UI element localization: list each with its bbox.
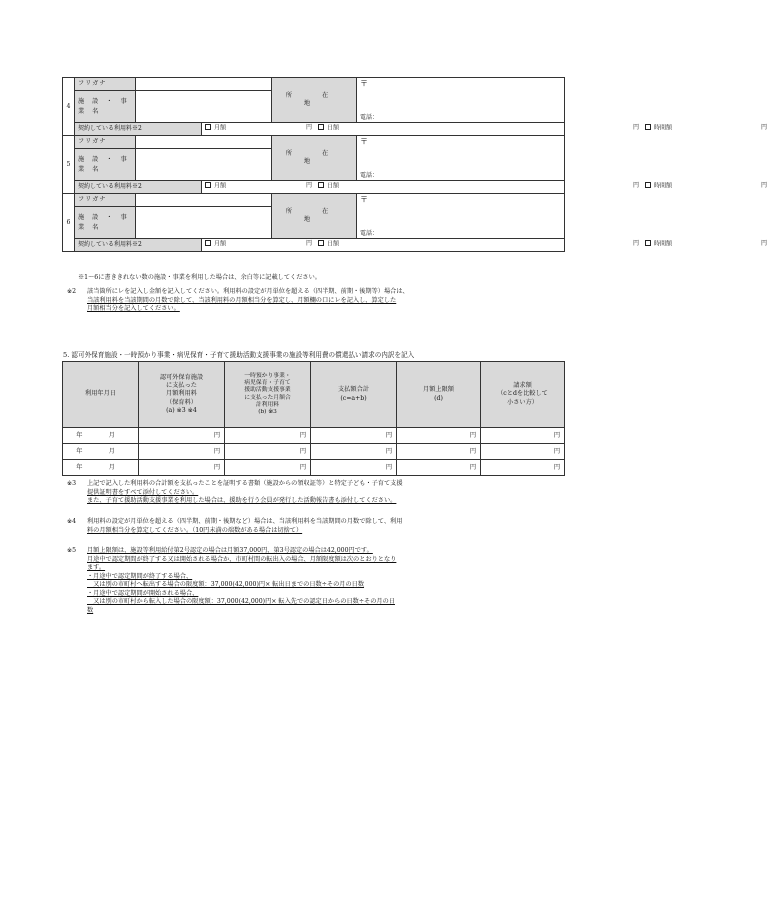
yen-label: 円: [761, 124, 767, 131]
contract-fee-label: 契約している利用料※2: [75, 239, 202, 252]
yen-label: 円: [761, 182, 767, 189]
monthly-checkbox[interactable]: [205, 240, 211, 246]
facility-row: [63, 78, 565, 91]
yen-label: 円: [306, 182, 313, 189]
furigana-field[interactable]: [136, 136, 272, 149]
facility-table: [62, 77, 767, 252]
furigana-label: フリガナ: [75, 78, 136, 91]
header-monthly-limit: 月額上限額 (d): [397, 362, 481, 428]
footnote-line: また、子育て援助活動支援事業を利用した場合は、援助を行う会員が発行した活動報告書も添付してください。: [87, 497, 397, 505]
hourly-label: 時間額: [654, 182, 673, 190]
yen-label: 円: [761, 240, 767, 247]
row-number: 5: [63, 136, 75, 194]
facility-name-label: 施 設 ・ 事 業 名: [75, 149, 136, 181]
footnote-line: 月途中で認定期間が終了する又は開始される場合か、市町村間の転出入の場合、月額限度額は次のとおりとなり: [87, 555, 397, 563]
monthly-checkbox[interactable]: [205, 182, 211, 188]
section-5-title: 5. 認可外保育施設・一時預かり事業・病児保育・子育て援助活動支援事業の施設等利用費の償還払い請求の内訳を記入: [63, 351, 415, 359]
facility-name-field[interactable]: [136, 91, 272, 123]
daily-checkbox[interactable]: [318, 124, 324, 130]
footnote-4-mark: ※4: [67, 518, 77, 525]
furigana-label: フリガナ: [75, 136, 136, 149]
table-row: [63, 444, 565, 460]
daily-label: 日額: [327, 240, 340, 248]
usage-month-cell[interactable]: 年 月: [63, 460, 139, 476]
contract-fee-options: [202, 239, 565, 252]
location-label: 所 在 地: [272, 194, 357, 239]
address-field[interactable]: [357, 194, 565, 239]
fee-a-cell[interactable]: 円: [139, 428, 225, 444]
header-temporary-care-fee: 一時預かり事業・ 病児保育・子育て 援助活動支援事業 に支払った月額合 計利用料 (b) ※3: [225, 362, 311, 428]
footnote-line: 利用料の設定が月単位を超える（四半期、前期・後期など）場合は、当該利用料を当該期間の月数で除して、利用: [87, 518, 403, 525]
footnote-line: ・月途中で認定期間が開始される場合、: [87, 589, 199, 597]
monthly-label: 月額: [214, 240, 227, 248]
contract-fee-label: 契約している利用料※2: [75, 181, 202, 194]
footnote-5-mark: ※5: [67, 547, 77, 554]
limit-d-cell[interactable]: 円: [397, 460, 481, 476]
table-row: [63, 428, 565, 444]
footnote-line: 月額上限額は、施設等利用給付第2号認定の場合は月額37,000円、第3号認定の場合は42,000円です。: [87, 547, 373, 554]
phone-label: 電話：: [360, 171, 379, 179]
monthly-label: 月額: [214, 124, 227, 132]
total-c-cell[interactable]: 円: [311, 428, 397, 444]
phone-label: 電話：: [360, 229, 379, 237]
row-number: 4: [63, 78, 75, 136]
note-2-mark: ※2: [67, 288, 77, 295]
fee-a-cell[interactable]: 円: [139, 444, 225, 460]
postal-mark: 〒: [360, 195, 368, 204]
postal-mark: 〒: [360, 137, 368, 146]
claim-cell[interactable]: 円: [481, 428, 565, 444]
furigana-field[interactable]: [136, 194, 272, 207]
fee-b-cell[interactable]: 円: [225, 460, 311, 476]
hourly-label: 時間額: [654, 124, 673, 132]
fee-a-cell[interactable]: 円: [139, 460, 225, 476]
footnote-line: 数: [87, 606, 94, 614]
location-label: 所 在 地: [272, 78, 357, 123]
claim-cell[interactable]: 円: [481, 460, 565, 476]
yen-label: 円: [633, 182, 640, 189]
daily-checkbox[interactable]: [318, 182, 324, 188]
total-c-cell[interactable]: 円: [311, 460, 397, 476]
address-field[interactable]: [357, 78, 565, 123]
fee-b-cell[interactable]: 円: [225, 428, 311, 444]
daily-checkbox[interactable]: [318, 240, 324, 246]
facility-name-field[interactable]: [136, 207, 272, 239]
facility-row: [63, 136, 565, 149]
note-2-line: 当該利用料を当該期間の月数で除して、当該利用料の月額相当分を算定し、月額欄の口にレを記入し、算定した: [87, 296, 397, 304]
reimbursement-table: [62, 361, 565, 476]
usage-month-cell[interactable]: 年 月: [63, 428, 139, 444]
footnote-line: ます。: [87, 564, 106, 572]
footnote-line: 又は別の市町村から転入した場合の限度額：37,000(42,000)円× 転入先での認定日からの日数÷その月の日: [87, 598, 395, 606]
facility-name-label: 施 設 ・ 事 業 名: [75, 207, 136, 239]
daily-label: 日額: [327, 182, 340, 190]
footnote-line: 上記で記入した利用料の合計額を支払ったことを証明する書類（施設からの領収証等）と特定子ども・子育て支援: [87, 480, 403, 487]
note-2-line: 該当箇所にレを記入し金額を記入してください。利用料の設定が月単位を超える（四半期、前期・後期等）場合は、: [87, 288, 409, 295]
note-2-line: 月額相当分を記入してください。: [87, 305, 180, 313]
monthly-label: 月額: [214, 182, 227, 190]
contract-fee-options: [202, 181, 565, 194]
header-monthly-fee: 認可外保育施設 に支払った 月額利用料 （保育料） (a) ※3 ※4: [139, 362, 225, 428]
footnote-3-mark: ※3: [67, 480, 77, 487]
address-field[interactable]: [357, 136, 565, 181]
footnote-line: ・月途中で認定期間が終了する場合、: [87, 572, 193, 580]
furigana-label: フリガナ: [75, 194, 136, 207]
yen-label: 円: [633, 124, 640, 131]
facility-name-field[interactable]: [136, 149, 272, 181]
note-2: [67, 288, 409, 314]
hourly-checkbox[interactable]: [645, 182, 651, 188]
total-c-cell[interactable]: 円: [311, 444, 397, 460]
yen-label: 円: [306, 240, 313, 247]
footnote-line: 又は別の市町村へ転出する場合の限度額：37,000(42,000)円× 転出日までの日数÷その月の日数: [87, 581, 365, 589]
phone-label: 電話：: [360, 113, 379, 121]
header-payment-total: 支払額合計 (c=a+b): [311, 362, 397, 428]
usage-month-cell[interactable]: 年 月: [63, 444, 139, 460]
facility-name-label: 施 設 ・ 事 業 名: [75, 91, 136, 123]
limit-d-cell[interactable]: 円: [397, 428, 481, 444]
furigana-field[interactable]: [136, 78, 272, 91]
header-usage-month: 利用年月日: [63, 362, 139, 428]
footnote-4: [67, 518, 402, 535]
contract-fee-label: 契約している利用料※2: [75, 123, 202, 136]
hourly-label: 時間額: [654, 240, 673, 248]
header-claim-amount: 請求額 （cとdを比較して 小さい方）: [481, 362, 565, 428]
postal-mark: 〒: [360, 79, 368, 88]
footnote-3: [67, 480, 403, 506]
daily-label: 日額: [327, 124, 340, 132]
note-1: ※1〜6に書ききれない数の施設・事業を利用した場合は、余白等に記載してください。: [78, 274, 321, 281]
limit-d-cell[interactable]: 円: [397, 444, 481, 460]
claim-cell[interactable]: 円: [481, 444, 565, 460]
monthly-checkbox[interactable]: [205, 124, 211, 130]
footnote-line: 料の月額相当分を算定してください。（10円未満の端数がある場合は切捨て）: [87, 526, 303, 534]
row-number: 6: [63, 194, 75, 252]
yen-label: 円: [306, 124, 313, 131]
table-row: [63, 460, 565, 476]
location-label: 所 在 地: [272, 136, 357, 181]
footnote-5: [67, 547, 396, 615]
hourly-checkbox[interactable]: [645, 240, 651, 246]
contract-fee-options: [202, 123, 565, 136]
hourly-checkbox[interactable]: [645, 124, 651, 130]
fee-b-cell[interactable]: 円: [225, 444, 311, 460]
facility-row: [63, 194, 565, 207]
yen-label: 円: [633, 240, 640, 247]
footnote-line: 提供証明書をすべて添付してください。: [87, 488, 199, 496]
